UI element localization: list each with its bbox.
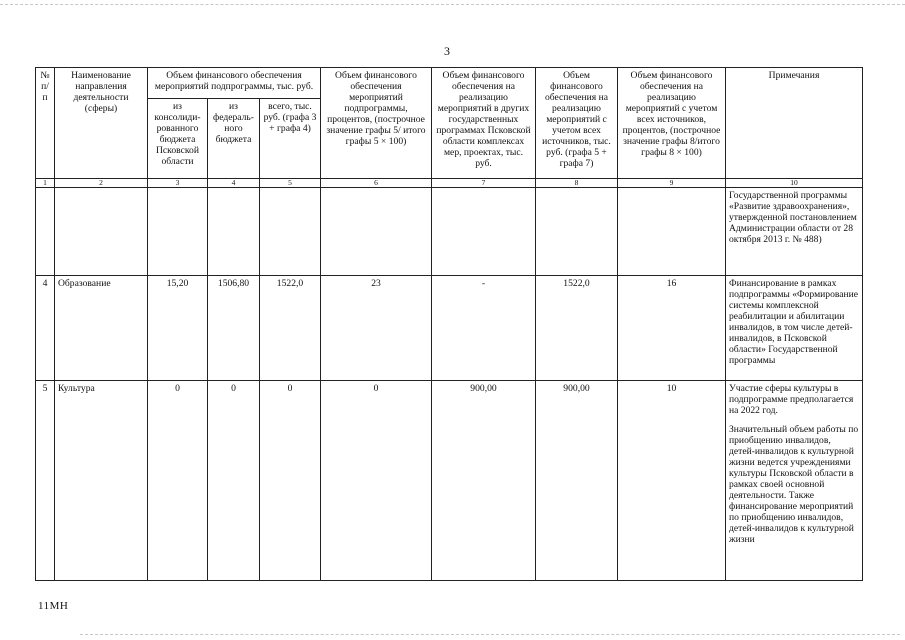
column-numbers-row bbox=[36, 179, 863, 188]
page-number: 3 bbox=[444, 44, 450, 58]
header-percent: Объем финансового обеспечения мероприятий подпрограммы, процентов, (построчное значение графы 5/ итого графы 5 × 100) bbox=[321, 68, 432, 179]
column-number: 3 bbox=[148, 179, 208, 188]
row-note-paragraph: Участие сферы культуры в подпрограмме предполагается на 2022 год. bbox=[729, 383, 854, 416]
header-regional-budget: из консолиди-рованного бюджета Псковской области bbox=[148, 99, 208, 179]
column-number: 6 bbox=[321, 179, 432, 188]
scan-bottom-edge bbox=[80, 634, 900, 635]
header-num: № п/п bbox=[36, 68, 55, 179]
column-number: 10 bbox=[726, 179, 863, 188]
header-row bbox=[36, 68, 863, 99]
row-regional-budget: 15,20 bbox=[148, 276, 208, 381]
column-number: 9 bbox=[618, 179, 726, 188]
row-percent: 23 bbox=[321, 276, 432, 381]
header-total: всего, тыс. руб. (графа 3 + графа 4) bbox=[260, 99, 321, 179]
header-subprogram-financing: Объем финансового обеспечения мероприятий подпрограммы, тыс. руб. bbox=[148, 68, 321, 99]
column-number: 5 bbox=[260, 179, 321, 188]
row-note-paragraph: Значительный объем работы по приобщению инвалидов, детей-инвалидов к культурной жизни ведется учреждениями культуры Псковской области в рамках своей основной деятельности. Также финансирование мероприятий по приобщению инвалидов, детей-инвалидов к культурной жизни bbox=[729, 424, 859, 545]
table-row bbox=[36, 276, 863, 381]
footer-code: 11МН bbox=[38, 600, 69, 612]
continuation-note: Государственной программы «Развитие здравоохранения», утвержденной постановлением Администрации области от 28 октября 2013 г. № 488) bbox=[726, 188, 863, 276]
column-number: 8 bbox=[536, 179, 618, 188]
column-number: 2 bbox=[55, 179, 148, 188]
column-number: 1 bbox=[36, 179, 55, 188]
column-number: 7 bbox=[432, 179, 536, 188]
row-regional-budget: 0 bbox=[148, 381, 208, 581]
header-all-sources-percent: Объем финансового обеспечения на реализацию мероприятий с учетом всех источников, процентов, (построчное значение графы 8/итого графы 8 × 100) bbox=[618, 68, 726, 179]
financing-table bbox=[35, 67, 863, 581]
row-note: Финансирование в рамках подпрограммы «Формирование системы комплексной реабилитации и абилитации инвалидов, в том числе детей-инвалидов, в Псковской области» Государственной программы bbox=[726, 276, 863, 381]
row-total: 0 bbox=[260, 381, 321, 581]
scan-top-edge bbox=[0, 4, 905, 5]
row-direction: Образование bbox=[55, 276, 148, 381]
header-direction: Наименование направления деятельности (сферы) bbox=[55, 68, 148, 179]
row-federal-budget: 0 bbox=[208, 381, 260, 581]
row-all-sources-percent: 10 bbox=[618, 381, 726, 581]
row-direction: Культура bbox=[55, 381, 148, 581]
row-note bbox=[726, 381, 863, 581]
row-federal-budget: 1506,80 bbox=[208, 276, 260, 381]
row-all-sources: 1522,0 bbox=[536, 276, 618, 381]
column-number: 4 bbox=[208, 179, 260, 188]
header-all-sources: Объем финансового обеспечения на реализацию мероприятий с учетом всех источников, тыс. руб. (графа 5 + графа 7) bbox=[536, 68, 618, 179]
row-total: 1522,0 bbox=[260, 276, 321, 381]
table-row-continuation bbox=[36, 188, 863, 276]
row-other-programs: - bbox=[432, 276, 536, 381]
row-percent: 0 bbox=[321, 381, 432, 581]
header-federal-budget: из федераль-ного бюджета bbox=[208, 99, 260, 179]
table-row bbox=[36, 381, 863, 581]
row-number: 5 bbox=[36, 381, 55, 581]
row-other-programs: 900,00 bbox=[432, 381, 536, 581]
row-all-sources: 900,00 bbox=[536, 381, 618, 581]
row-all-sources-percent: 16 bbox=[618, 276, 726, 381]
header-other-programs: Объем финансового обеспечения на реализацию мероприятий в других государственных программах Псковской области комплексах мер, проектах, тыс. руб. bbox=[432, 68, 536, 179]
row-number: 4 bbox=[36, 276, 55, 381]
header-notes: Примечания bbox=[726, 68, 863, 179]
